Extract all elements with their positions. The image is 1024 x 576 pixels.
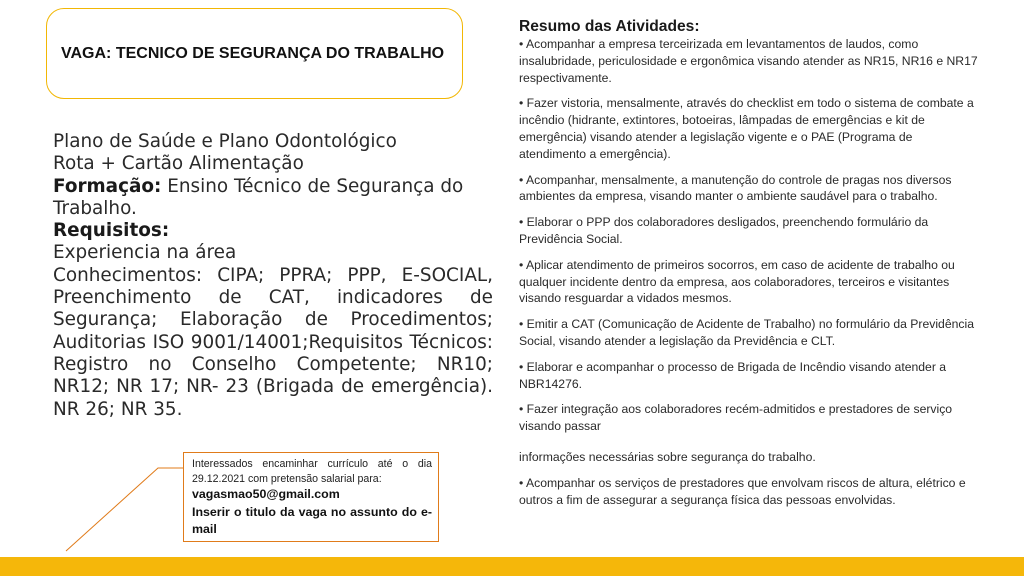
contact-instruction: Inserir o titulo da vaga no assunto do e-mail — [192, 504, 432, 536]
connector-line — [0, 0, 200, 576]
contact-text: Interessados encaminhar currículo até o dia 29.12.2021 com pretensão salarial para: — [192, 458, 432, 485]
activity-item: • Emitir a CAT (Comunicação de Acidente de Trabalho) no formulário da Previdência Social, visando atender a legislação da Previdência e CLT. — [519, 317, 974, 348]
job-title: VAGA: TECNICO DE SEGURANÇA DO TRABALHO — [61, 45, 445, 62]
requisitos-label: Requisitos: — [53, 220, 170, 242]
contact-box — [183, 452, 439, 542]
benefit-transport: Rota + Cartão Alimentação — [53, 153, 304, 175]
contact-email[interactable]: vagasmao50@gmail.com — [192, 487, 340, 502]
activity-item: informações necessárias sobre segurança do trabalho. — [519, 449, 816, 464]
activities-summary — [519, 17, 979, 517]
activity-item: • Elaborar o PPP dos colaboradores desligados, preenchendo formulário da Previdência Social. — [519, 215, 929, 246]
conhecimentos-text: Conhecimentos: CIPA; PPRA; PPP, E-SOCIAL, Preenchimento de CAT, indicadores de Segurança; Elaboração de Procedimentos; Auditorias ISO 9001/14001;Requisitos Técnicos: Registro no Conselho Competente; NR10; NR12; NR 17; NR- 23 (Brigada de emergência). NR 26; NR 35. — [53, 264, 493, 420]
formacao-label: Formação: — [53, 175, 162, 197]
activity-item: • Acompanhar, mensalmente, a manutenção do controle de pragas nos diversos ambientes da empresa, visando manter o ambiente saudável para o trabalho. — [519, 172, 952, 204]
activity-item: • Elaborar e acompanhar o processo de Brigada de Incêndio visando atender a NBR14276. — [519, 359, 947, 391]
activity-item: • Acompanhar a empresa terceirizada em levantamentos de laudos, como insalubridade, periculosidade e ergonômica visando atender as NR15, NR16 e NR17 respectivamente. — [519, 37, 978, 85]
activities-heading: Resumo das Atividades: — [519, 18, 700, 35]
benefit-health: Plano de Saúde e Plano Odontológico — [53, 131, 397, 152]
experiencia-line: Experiencia na área — [53, 242, 237, 264]
activity-item: • Fazer integração aos colaboradores recém-admitidos e prestadores de serviço visando passar — [519, 402, 953, 434]
formacao-continuation: Trabalho. — [53, 197, 137, 219]
activity-item: • Acompanhar os serviços de prestadores que envolvam riscos de altura, elétrico e outros a fim de assegurar a segurança física das pessoas envolvidas. — [519, 475, 966, 507]
activity-item: • Fazer vistoria, mensalmente, através do checklist em todo o sistema de combate a incêndio (hidrante, extintores, botoeiras, lâmpadas de emergências e kit de emergência) visando atender a legislação vigente e o PAE (Programa de atendimento a emergência). — [519, 96, 974, 161]
formacao-value: Ensino Técnico de Segurança do — [161, 175, 464, 197]
footer-bar — [0, 557, 1024, 576]
activity-item: • Aplicar atendimento de primeiros socorros, em caso de acidente de trabalho ou qualquer incidente dentro da empresa, aos colaboradores, terceiros e visitantes visando resguardar a vidados mesmos. — [519, 257, 955, 306]
